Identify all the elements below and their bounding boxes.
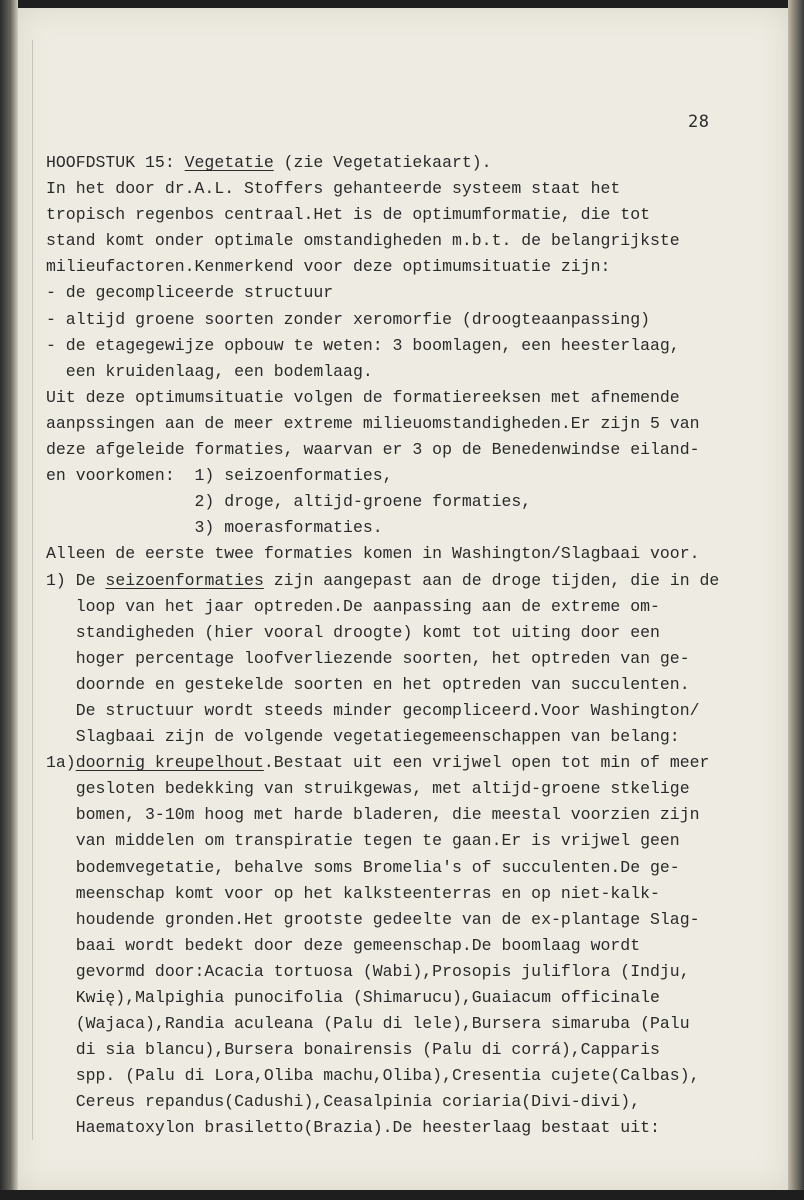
text-line: Kwię),Malpighia punocifolia (Shimarucu),Guaiacum officinale bbox=[46, 988, 660, 1007]
text-line: Uit deze optimumsituatie volgen de formatiereeksen met afnemende bbox=[46, 387, 680, 407]
text-line: (Wajaca),Randia aculeana (Palu di lele),Bursera simaruba (Palu bbox=[46, 1014, 690, 1034]
page-number: 28 bbox=[688, 112, 710, 132]
text-line: en voorkomen: 1) seizoenformaties, bbox=[46, 466, 393, 486]
scan-right-edge bbox=[788, 0, 804, 1200]
section-1-heading bbox=[46, 568, 746, 594]
document-body bbox=[46, 150, 746, 1142]
text-line: 3) moerasformaties. bbox=[46, 518, 383, 538]
text-line: bomen, 3-10m hoog met harde bladeren, die meestal voorzien zijn bbox=[46, 805, 700, 825]
section-1a-rest: .Bestaat uit een vrijwel open tot min of meer bbox=[263, 753, 710, 773]
text-line: di sia blancu),Bursera bonairensis (Palu di corrá),Capparis bbox=[46, 1040, 660, 1060]
text-line: milieufactoren.Kenmerkend voor deze optimumsituatie zijn: bbox=[46, 257, 611, 277]
section-1-rest: zijn aangepast aan de droge tijden, die in de bbox=[263, 570, 720, 590]
list-item: - de etagegewijze opbouw te weten: 3 boomlagen, een heesterlaag, bbox=[46, 335, 680, 355]
scan-left-edge bbox=[0, 0, 18, 1200]
text-line: 2) droge, altijd-groene formaties, bbox=[46, 492, 532, 512]
text-line: houdende gronden.Het grootste gedeelte van de ex-plantage Slag- bbox=[46, 909, 700, 929]
text-line: gesloten bedekking van struikgewas, met altijd-groene stkelige bbox=[46, 779, 690, 799]
text-line: baai wordt bedekt door deze gemeenschap.De boomlaag wordt bbox=[46, 935, 641, 955]
list-item-continued: een kruidenlaag, een bodemlaag. bbox=[46, 361, 373, 381]
text-line: In het door dr.A.L. Stoffers gehanteerde systeem staat het bbox=[46, 179, 621, 199]
text-line: stand komt onder optimale omstandigheden m.b.t. de belangrijkste bbox=[46, 231, 680, 251]
text-line: aanpssingen aan de meer extreme milieuomstandigheden.Er zijn 5 van bbox=[46, 413, 700, 433]
list-item: - de gecompliceerde structuur bbox=[46, 283, 334, 303]
text-line: Haematoxylon brasiletto(Brazia).De heesterlaag bestaat uit: bbox=[46, 1118, 660, 1138]
text-line: De structuur wordt steeds minder gecompliceerd.Voor Washington/ bbox=[46, 700, 700, 720]
chapter-prefix: HOOFDSTUK 15: bbox=[46, 153, 185, 172]
text-line: Cereus repandus(Cadushi),Ceasalpinia coriaria(Divi-divi), bbox=[46, 1092, 641, 1112]
gutter-line bbox=[32, 40, 33, 1140]
text-line: tropisch regenbos centraal.Het is de optimumformatie, die tot bbox=[46, 205, 650, 225]
text-line: bodemvegetatie, behalve soms Bromelia's of succulenten.De ge- bbox=[46, 857, 680, 877]
text-line: spp. (Palu di Lora,Oliba machu,Oliba),Cresentia cujete(Calbas), bbox=[46, 1066, 700, 1086]
text-line: loop van het jaar optreden.De aanpassing aan de extreme om- bbox=[46, 596, 660, 616]
section-1a-heading bbox=[46, 750, 746, 776]
chapter-title: Vegetatie bbox=[184, 153, 274, 172]
chapter-heading bbox=[46, 150, 746, 176]
text-line: Alleen de eerste twee formaties komen in Washington/Slagbaai voor. bbox=[46, 544, 700, 564]
scan-bottom-edge bbox=[0, 1190, 804, 1200]
text-line: deze afgeleide formaties, waarvan er 3 op de Benedenwindse eiland- bbox=[46, 440, 700, 460]
section-1-term: seizoenformaties bbox=[105, 570, 264, 590]
section-1a-prefix: 1a) bbox=[46, 753, 76, 773]
text-line: meenschap komt voor op het kalksteenterras en op niet-kalk- bbox=[46, 883, 660, 903]
list-item: - altijd groene soorten zonder xeromorfie (droogteaanpassing) bbox=[46, 309, 650, 329]
chapter-suffix: (zie Vegetatiekaart). bbox=[273, 153, 492, 172]
text-line: doornde en gestekelde soorten en het optreden van succulenten. bbox=[46, 674, 690, 694]
section-1a-term: doornig kreupelhout bbox=[75, 753, 264, 773]
text-line: hoger percentage loofverliezende soorten, het optreden van ge- bbox=[46, 648, 690, 668]
section-1-prefix: 1) De bbox=[46, 570, 106, 590]
text-line: gevormd door:Acacia tortuosa (Wabi),Prosopis juliflora (Indju, bbox=[46, 961, 690, 981]
scan-top-edge bbox=[0, 0, 804, 8]
text-line: Slagbaai zijn de volgende vegetatiegemeenschappen van belang: bbox=[46, 727, 680, 747]
text-line: standigheden (hier vooral droogte) komt tot uiting door een bbox=[46, 622, 660, 642]
text-line: van middelen om transpiratie tegen te gaan.Er is vrijwel geen bbox=[46, 831, 680, 851]
